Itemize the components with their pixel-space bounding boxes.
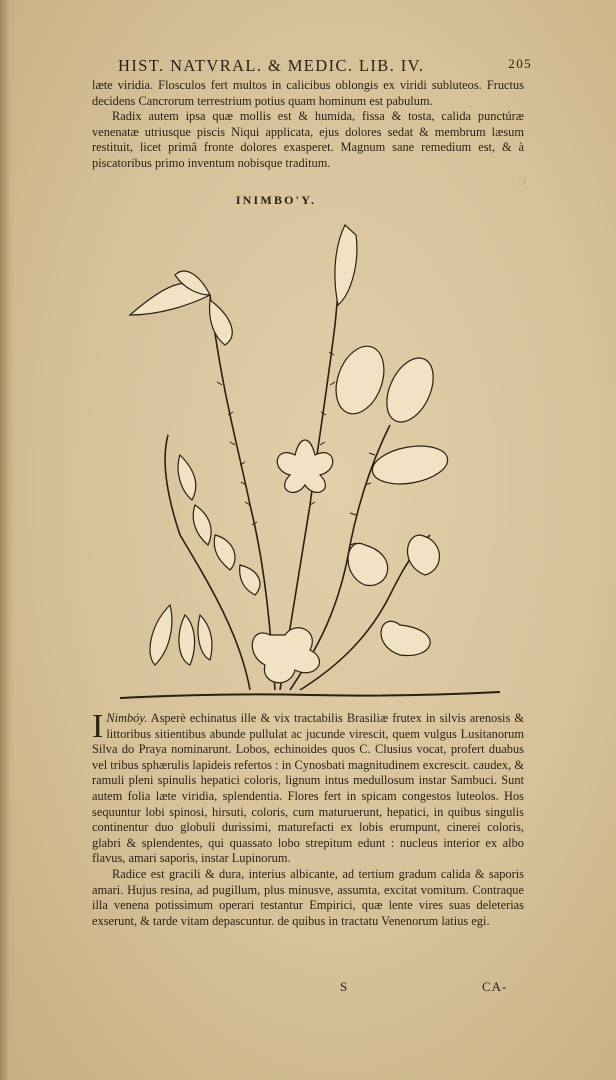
signature-mark: S <box>340 979 348 994</box>
bottom-text-block <box>92 708 524 929</box>
lead-word: Nimbóy. <box>106 711 148 725</box>
bottom-paragraph-1 <box>92 708 524 867</box>
bottom-paragraph-1-text: Asperè echinatus ille & vix tractabilis Brasiliæ frutex in silvis arenosis & littoribus sitientibus abunde pullulat ac jucunde virescit, quem vulgus Lusitanorum Silva do Praya nominarunt. Lobos, echinoides quos C. Clusius vocat, profert duabus vel tribus sphærulis lapideis refertos : in Cynosbati magnitudinem excrescit. caudex, & ramuli pleni spinulis hepatici coloris, lignum intus medullosum instar Sambuci. Sunt autem folia læte viridia, splendentia. Flores fert in spicam congestos luteolos. Hos sequuntur lobi spinosi, hirsuti, coloris, cum maturuerunt, hepatici, in quibus singulis continentur duo globuli durissimi, maturefacti ex lobis erumpunt, cinerei coloris, glabri & splendentes, qui quassato lobo strepitum edunt : nucleus interior ex albo flavus, amari saporis, instar Lupinorum. <box>92 711 524 866</box>
catchword: CA- <box>482 979 508 994</box>
plant-woodcut-illustration <box>100 205 520 705</box>
running-header <box>96 56 532 78</box>
top-paragraph-1: læte viridia. Flosculos fert multos in calicibus oblongis ex viridi subluteos. Fructus decidens Cancrorum terrestrium potius quam hominum est pabulum. <box>92 78 524 108</box>
show-through-text: C <box>518 176 526 188</box>
figure-title: INIMBO'Y. <box>235 193 317 207</box>
page-number: 205 <box>508 56 532 71</box>
bottom-paragraph-2: Radice est gracili & dura, interius albicante, ad tertium gradum calida & saporis amari. Hujus resina, ad pugillum, plus minusve, assumta, excitat vomitum. Contraque illa venena potissimum operari testantur Empirici, quæ lente vires suas deleterias exserunt, & tarde vitam depascuntur. de quibus in tractatu Venenorum latius egi. <box>92 866 524 928</box>
header-title: HIST. NATVRAL. & MEDIC. LIB. IV. <box>118 56 425 75</box>
top-paragraph-2: Radix autem ipsa quæ mollis est & humida, fissa & tosta, calida punctúræ venenatæ utriusque piscis Niqui applicata, ejus dolores sedat & membrum læsum restituit, licet primâ fronte dolores exasperet. Magnum sane remedium est, & à piscatoribus primo inventum nobisque traditum. <box>92 109 524 170</box>
drop-cap: I <box>92 708 104 745</box>
top-text-block <box>92 78 524 172</box>
binding-shadow <box>0 0 14 1080</box>
